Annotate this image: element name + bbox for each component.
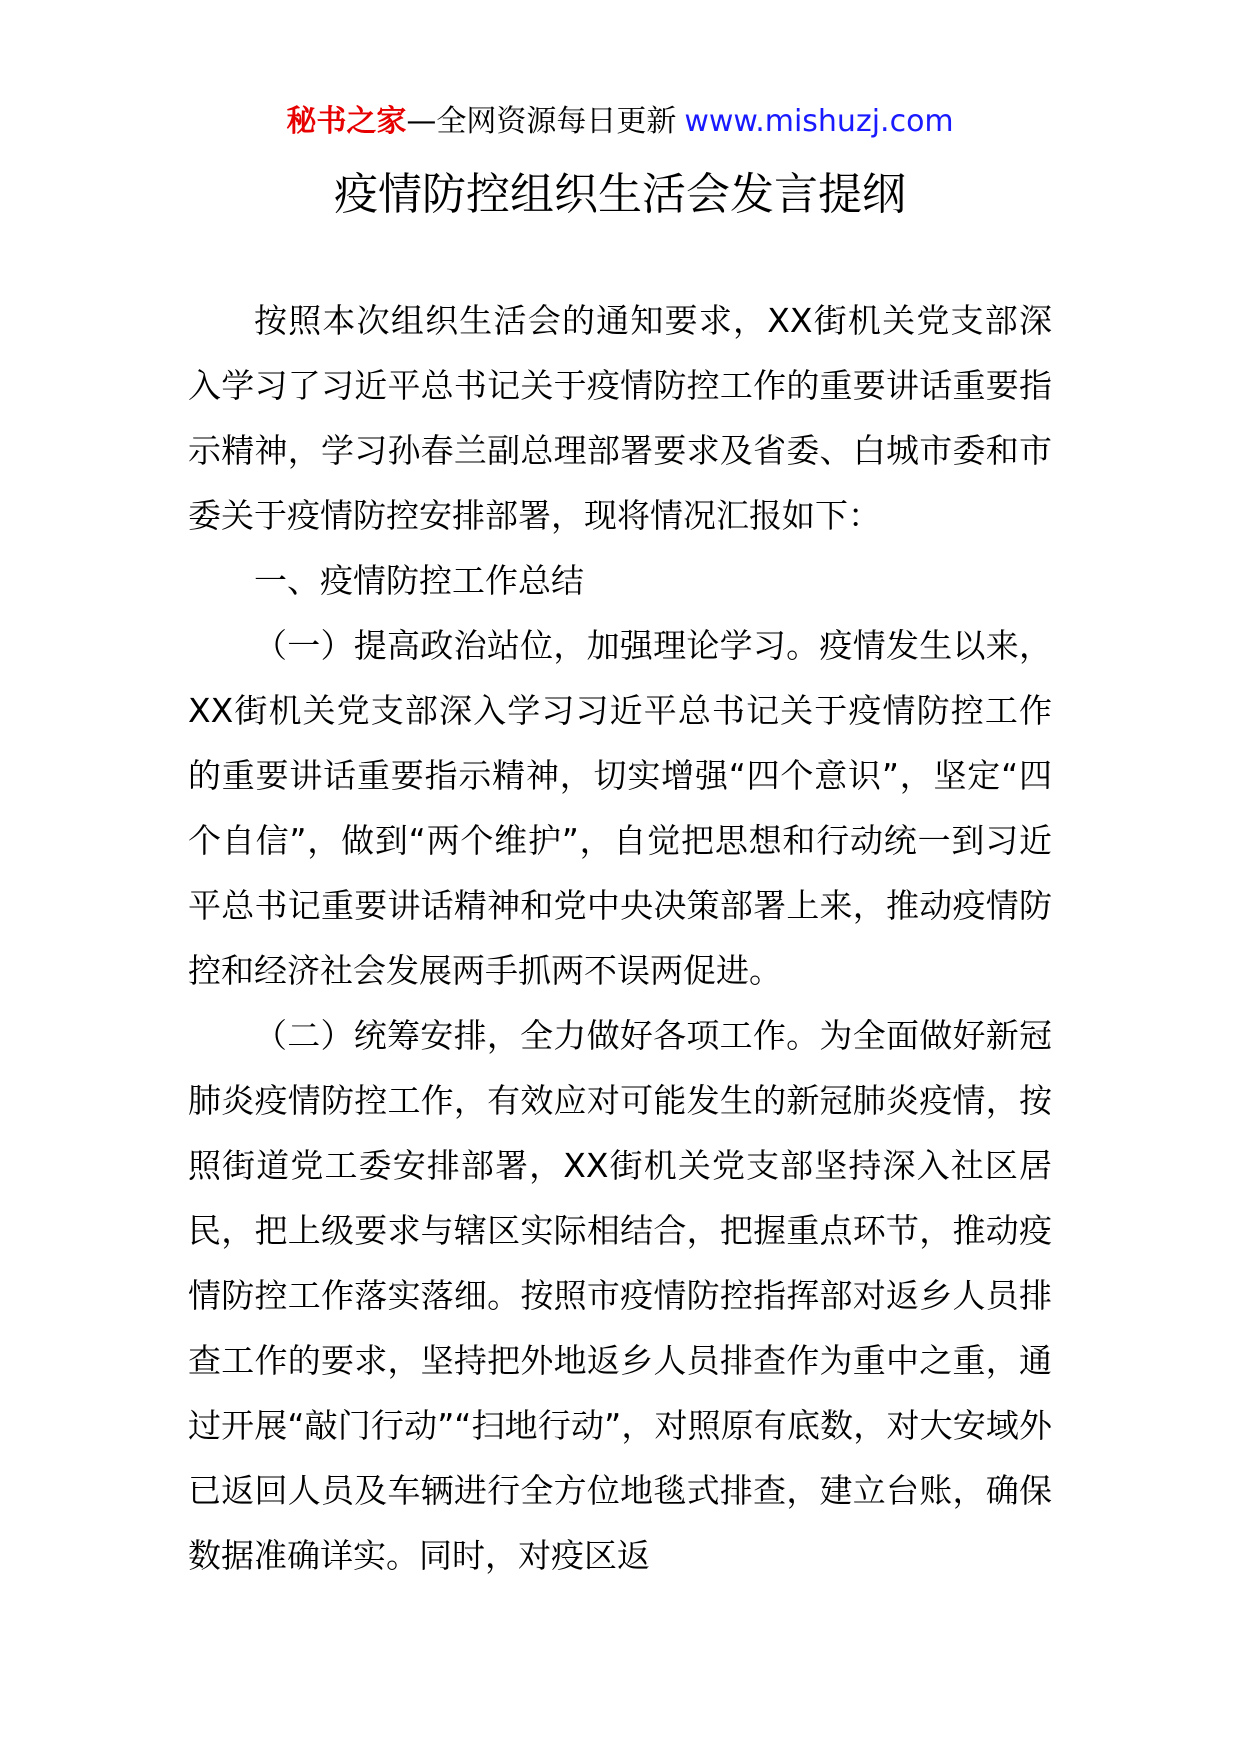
header-tagline: —全网资源每日更新 (406, 104, 677, 139)
subsection-paragraph: （一）提高政治站位，加强理论学习。疫情发生以来，XX街机关党支部深入学习习近平总书记关于疫情防控工作的重要讲话重要指示精神，切实增强“四个意识”，坚定“四个自信”，做到“两个维护”，自觉把思想和行动统一到习近平总书记重要讲话精神和党中央决策部署上来，推动疫情防控和经济社会发展两手抓两不误两促进。 (188, 626, 1052, 990)
document-body (188, 288, 1052, 1588)
site-header (0, 100, 1240, 144)
brand-name: 秘书之家 (286, 104, 407, 139)
section-heading: 一、疫情防控工作总结 (254, 561, 584, 600)
site-url-link[interactable]: www.mishuzj.com (684, 104, 954, 139)
subsection-paragraph: （二）统筹安排，全力做好各项工作。为全面做好新冠肺炎疫情防控工作，有效应对可能发生的新冠肺炎疫情，按照街道党工委安排部署，XX街机关党支部坚持深入社区居民，把上级要求与辖区实际相结合，把握重点环节，推动疫情防控工作落实落细。按照市疫情防控指挥部对返乡人员排查工作的要求，坚持把外地返乡人员排查作为重中之重，通过开展“敲门行动”“扫地行动”，对照原有底数，对大安域外已返回人员及车辆进行全方位地毯式排查，建立台账，确保数据准确详实。同时，对疫区返 (188, 1016, 1052, 1575)
document-title: 疫情防控组织生活会发言提纲 (334, 169, 906, 220)
intro-paragraph: 按照本次组织生活会的通知要求，XX街机关党支部深入学习了习近平总书记关于疫情防控工作的重要讲话重要指示精神，学习孙春兰副总理部署要求及省委、白城市委和市委关于疫情防控安排部署，现将情况汇报如下： (188, 301, 1052, 535)
